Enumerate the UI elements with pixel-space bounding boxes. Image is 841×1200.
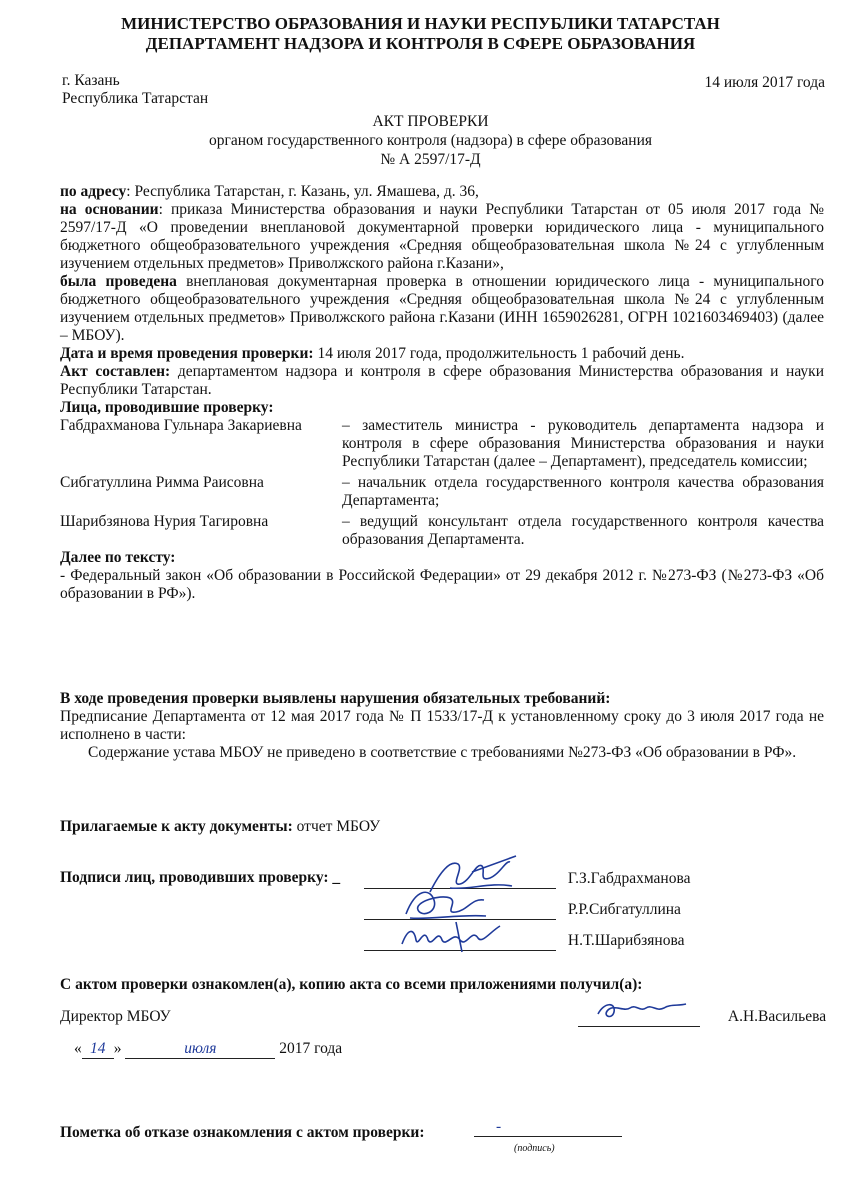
signer-name: Р.Р.Сибгатуллина — [567, 901, 681, 918]
inspector-name: Габдрахманова Гульнара Закариевна — [60, 417, 302, 434]
handwritten-signature-director — [594, 998, 690, 1022]
inspectors-heading: Лица, проводившие проверку: — [60, 399, 274, 416]
act-body — [60, 183, 824, 603]
acknowledged-heading: С актом проверки ознакомлен(а), копию акта со всеми приложениями получил(а): — [60, 976, 643, 993]
place-block — [62, 72, 208, 108]
composed-paragraph: Акт составлен: департаментом надзора и контроля в сфере образования Министерства образования и науки Республики Татарстан. — [60, 363, 824, 398]
datetime-paragraph: Дата и время проведения проверки: 14 июля 2017 года, продолжительность 1 рабочий день. — [60, 345, 685, 362]
city: г. Казань — [62, 72, 120, 89]
ministry-name: МИНИСТЕРСТВО ОБРАЗОВАНИЯ И НАУКИ РЕСПУБЛИКИ ТАТАРСТАН — [121, 14, 720, 33]
inspector-row — [60, 474, 824, 510]
acknowledged-date: « 14 » июля 2017 года — [74, 1040, 343, 1057]
inspector-role: – заместитель министра - руководитель департамента надзора и контроля в сфере образования Министерства образования и науки Республики Татарстан (далее – Департамент), председатель комиссии; — [342, 417, 824, 470]
further-heading: Далее по тексту: — [60, 549, 176, 566]
act-date: 14 июля 2017 года — [704, 74, 825, 91]
inspector-role: – начальник отдела государственного контроля качества образования Департамента; — [342, 474, 824, 509]
date-day: 14 — [82, 1040, 114, 1059]
act-subtitle: органом государственного контроля (надзора) в сфере образования — [208, 132, 653, 149]
signer-name: Г.З.Габдрахманова — [567, 870, 691, 887]
signer-name: Н.Т.Шарибзянова — [567, 932, 685, 949]
further-text: - Федеральный закон «Об образовании в Российской Федерации» от 29 декабря 2012 г. №273-ФЗ (№273-ФЗ «Об образовании в РФ»). — [60, 567, 824, 602]
refusal-label: Пометка об отказе ознакомления с актом проверки: — [60, 1124, 425, 1141]
act-number: № А 2597/17-Д — [380, 151, 481, 168]
handwritten-signature-3 — [396, 918, 506, 956]
department-name: ДЕПАРТАМЕНТ НАДЗОРА И КОНТРОЛЯ В СФЕРЕ ОБРАЗОВАНИЯ — [145, 34, 696, 53]
director-label: Директор МБОУ — [60, 1008, 171, 1025]
refusal-signature — [474, 1118, 622, 1137]
region: Республика Татарстан — [62, 90, 209, 107]
date-year: 2017 года — [279, 1040, 343, 1057]
inspector-name: Шарибзянова Нурия Тагировна — [60, 513, 269, 530]
address-paragraph: по адресу: Республика Татарстан, г. Казань, ул. Ямашева, д. 36, — [60, 183, 479, 200]
act-title-block — [60, 112, 801, 169]
signatures-heading: Подписи лиц, проводивших проверку: _ — [60, 869, 341, 886]
violations-block — [60, 690, 824, 762]
violations-heading: В ходе проведения проверки выявлены нарушения обязательных требований: — [60, 690, 611, 707]
inspector-role: – ведущий консультант отдела государственного контроля качества образования Департамента. — [342, 513, 824, 548]
act-title: АКТ ПРОВЕРКИ — [372, 113, 489, 130]
inspector-row — [60, 513, 824, 549]
refusal-mark: - — [474, 1118, 622, 1137]
signature-caption: (подпись) — [514, 1143, 555, 1154]
violations-detail: Содержание устава МБОУ не приведено в соответствие с требованиями №273-ФЗ «Об образовании в РФ». — [88, 744, 797, 761]
director-name: А.Н.Васильева — [727, 1008, 827, 1025]
attached-docs: Прилагаемые к акту документы: отчет МБОУ — [60, 818, 381, 835]
conducted-paragraph: была проведена внеплановая документарная проверка в отношении юридического лица - муниципального бюджетного общеобразовательного учреждения «Средняя общеобразовательная школа №24 с углубленным изучением отдельных предметов» Приволжского района г.Казани (ИНН 1659026281, ОГРН 1021603469403) (далее – МБОУ). — [60, 273, 824, 344]
inspector-row — [60, 417, 824, 471]
inspector-name: Сибгатуллина Римма Раисовна — [60, 474, 264, 491]
basis-paragraph: на основании: приказа Министерства образования и науки Республики Татарстан от 05 июля 2017 года № 2597/17-Д «О проведении внеплановой документарной проверки юридического лица - муниципального бюджетного общеобразовательного учреждения «Средняя общеобразовательная школа №24 с углубленным изучением отдельных предметов» Приволжского района г.Казани», — [60, 201, 824, 272]
ministry-header — [40, 14, 801, 54]
violations-text: Предписание Департамента от 12 мая 2017 года № П 1533/17-Д к установленному сроку до 3 июля 2017 года не исполнено в части: — [60, 708, 824, 743]
date-month: июля — [125, 1040, 275, 1059]
inspectors-list — [60, 417, 824, 549]
